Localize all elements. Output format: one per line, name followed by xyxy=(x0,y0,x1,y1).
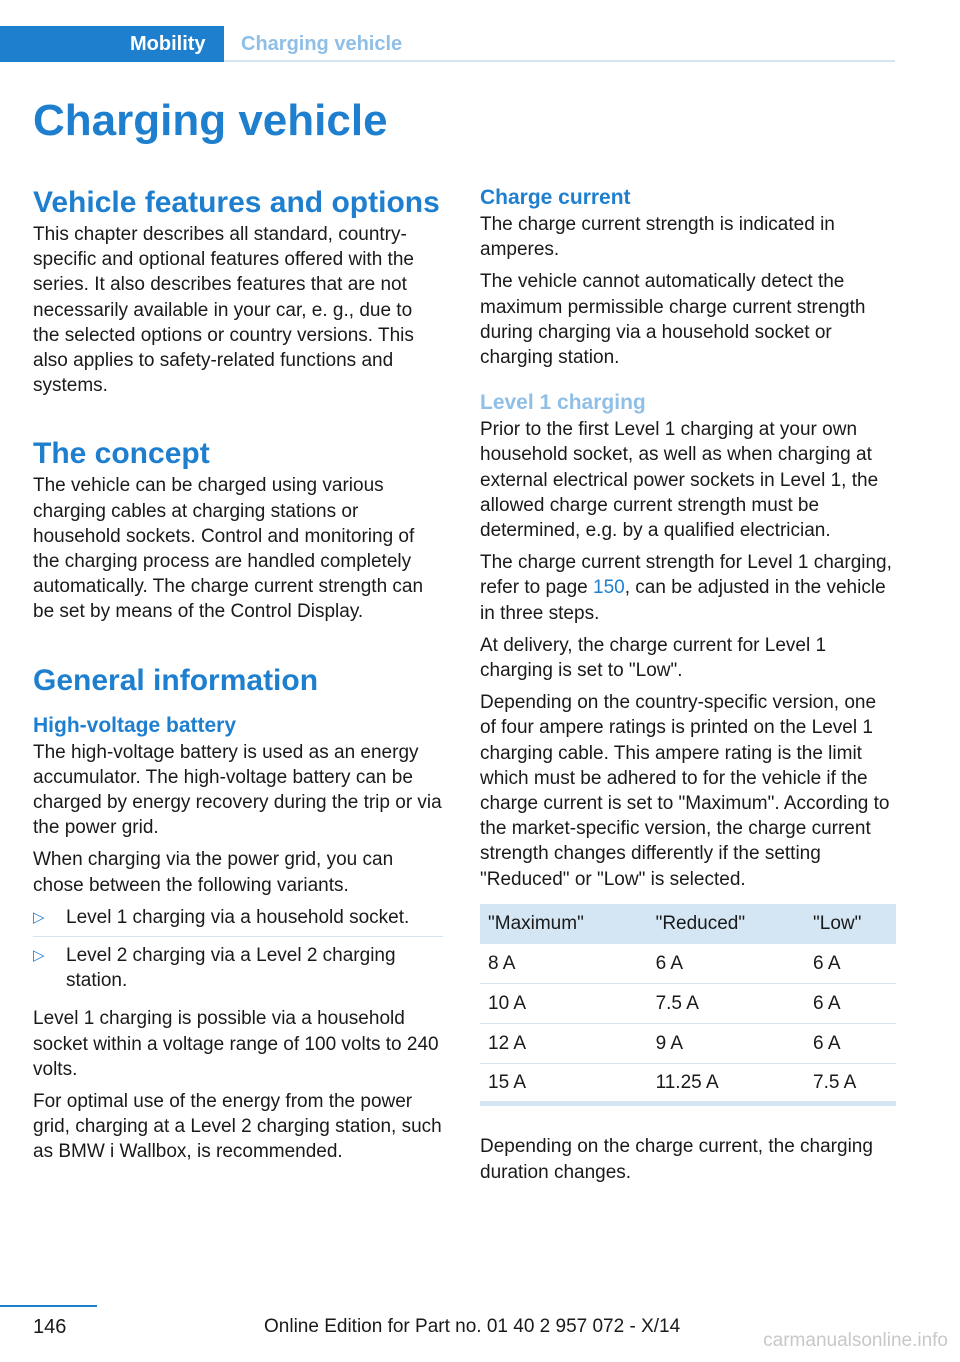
table-cell: 6 A xyxy=(805,1024,896,1064)
table-cell: 6 A xyxy=(648,944,805,984)
header-section-title[interactable]: Charging vehicle xyxy=(241,33,403,55)
level1-text-3: At delivery, the charge current for Level 1 charging is set to "Low". xyxy=(480,634,827,682)
level1-text-1: Prior to the first Level 1 charging at your own household socket, as well as when charging at external electrical power sockets in Level 1, the allowed charge current strength must be determined, e.g. by a qualified electrician. xyxy=(480,419,879,542)
table-cell: 11.25 A xyxy=(648,1064,805,1104)
table-header: "Reduced" xyxy=(648,904,805,944)
table-header: "Low" xyxy=(805,904,896,944)
table-row xyxy=(480,1064,896,1104)
page-number: 146 xyxy=(33,1316,67,1338)
table-header-row xyxy=(480,904,896,944)
closing-text: Depending on the charge current, the charging duration changes. xyxy=(480,1136,873,1183)
list-item: ▷ Level 2 charging via a Level 2 charging station. xyxy=(33,945,396,992)
charge-current-text-1: The charge current strength is indicated in amperes. xyxy=(480,214,835,261)
left-column xyxy=(33,184,443,1172)
triangle-bullet-icon: ▷ xyxy=(33,947,45,965)
page-header xyxy=(0,26,895,62)
table-cell: 15 A xyxy=(480,1064,648,1104)
level1-text-4: Depending on the country-specific version, one of four ampere ratings is printed on the Level 1 charging cable. This ampere rating is the limit which must be adhered to for the vehicle if the charge current is set to "Maximum". According to the market-specific version, the charge current strength changes differently if the setting "Reduced" or "Low" is selected. xyxy=(480,692,890,890)
table-header: "Maximum" xyxy=(480,904,648,944)
right-column xyxy=(480,184,896,1192)
triangle-bullet-icon: ▷ xyxy=(33,908,45,926)
watermark: carmanualsonline.info xyxy=(763,1330,948,1351)
charge-current-text-2: The vehicle cannot automatically detect the maximum permissible charge current strength during charging via a household socket or charging station. xyxy=(480,271,866,369)
variants-list xyxy=(33,905,443,1000)
edition-text: Online Edition for Part no. 01 40 2 957 072 - X/14 xyxy=(264,1316,681,1337)
table-row xyxy=(480,984,896,1024)
battery-text: The high-voltage battery is used as an energy accumulator. The high-voltage battery can be charged by energy recovery during the trip or via the power grid. xyxy=(33,741,442,839)
battery-subheading: High-voltage battery xyxy=(33,713,237,737)
features-text: This chapter describes all standard, country-specific and optional features offered with the series. It also describes features that are not necessarily available in your car, e. g., due to the selected options or country versions. This also applies to safety-related functions and systems. xyxy=(33,224,414,397)
header-chapter-tab[interactable]: Mobility xyxy=(0,26,224,62)
footer-divider xyxy=(0,1305,97,1307)
table-cell: 7.5 A xyxy=(805,1064,896,1104)
concept-heading: The concept xyxy=(33,437,210,471)
level1-heading: Level 1 charging xyxy=(480,391,646,415)
page-title: Charging vehicle xyxy=(33,96,388,145)
variants-intro: When charging via the power grid, you can chose between the following variants. xyxy=(33,849,394,896)
level1-voltage-text: Level 1 charging is possible via a household socket within a voltage range of 100 volts to 240 volts. xyxy=(33,1008,439,1080)
table-row xyxy=(480,1024,896,1064)
table-cell: 6 A xyxy=(805,944,896,984)
features-heading: Vehicle features and options xyxy=(33,186,440,219)
table-cell: 6 A xyxy=(805,984,896,1024)
general-heading: General information xyxy=(33,663,319,697)
table-cell: 10 A xyxy=(480,984,648,1024)
ampere-table xyxy=(480,904,896,1107)
table-cell: 12 A xyxy=(480,1024,648,1064)
page-reference-link[interactable]: 150 xyxy=(593,577,625,599)
table-cell: 7.5 A xyxy=(648,984,805,1024)
table-row xyxy=(480,944,896,984)
level1-text-2: The charge current strength for Level 1 charging, refer to page 150, can be adjusted in the vehicle in three steps. xyxy=(480,552,892,624)
list-item: ▷ Level 1 charging via a household socket. xyxy=(33,905,443,937)
charge-current-heading: Charge current xyxy=(480,186,631,209)
recommendation-text: For optimal use of the energy from the power grid, charging at a Level 2 charging station, such as BMW i Wallbox, is recommended. xyxy=(33,1091,442,1163)
table-cell: 8 A xyxy=(480,944,648,984)
table-cell: 9 A xyxy=(648,1024,805,1064)
concept-text: The vehicle can be charged using various charging cables at charging stations or household sockets. Control and monitoring of the charging process are handled completely automatically. The charge current strength can be set by means of the Control Display. xyxy=(33,475,424,623)
